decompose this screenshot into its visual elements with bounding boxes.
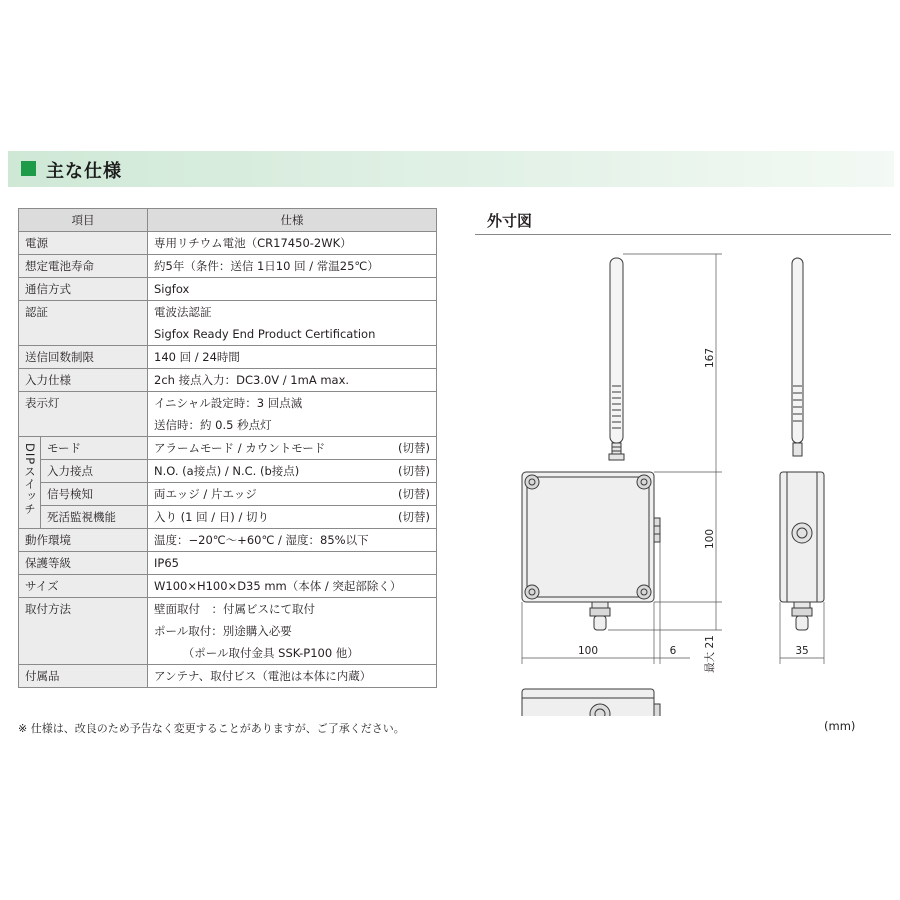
value-line: 2ch 接点入力：DC3.0V / 1mA max. — [154, 373, 350, 387]
value-cell — [148, 255, 437, 278]
value-line: 140 回 / 24時間 — [154, 350, 240, 364]
value-cell — [148, 506, 437, 529]
table-row — [19, 552, 437, 575]
table-row — [19, 232, 437, 255]
side-view — [780, 258, 824, 630]
item-cell: 取付方法 — [19, 598, 148, 665]
spec-table — [18, 208, 437, 688]
table-header-row — [19, 209, 437, 232]
item-cell: 認証 — [19, 301, 148, 346]
table-row — [19, 278, 437, 301]
value-cell — [148, 392, 437, 437]
table-row — [19, 301, 437, 346]
value-line — [154, 460, 430, 482]
value-line: Sigfox — [154, 282, 190, 296]
dip-value: N.O. (a接点) / N.C. (b接点) — [154, 464, 300, 478]
value-line: W100×H100×D35 mm（本体 / 突起部除く） — [154, 579, 402, 593]
switch-tag: (切替) — [398, 464, 430, 478]
value-cell — [148, 483, 437, 506]
col-item-header: 項目 — [19, 209, 148, 232]
footnote: ※ 仕様は、改良のため予告なく変更することがありますが、ご了承ください。 — [18, 722, 405, 735]
value-line: 温度：−20℃〜+60℃ / 湿度：85%以下 — [154, 533, 369, 547]
drawing-title: 外寸図 — [487, 212, 533, 230]
dip-switch-label: DIPスイッチ — [23, 442, 37, 516]
dim-antenna-167: 167 — [704, 347, 716, 369]
item-cell: 送信回数制限 — [19, 346, 148, 369]
value-cell — [148, 369, 437, 392]
value-line: 専用リチウム電池（CR17450-2WK） — [154, 236, 352, 250]
dim-max-21: 最大 21 — [704, 635, 716, 673]
value-cell — [148, 301, 437, 346]
item-cell: 電源 — [19, 232, 148, 255]
value-line: アンテナ、取付ビス（電池は本体に内蔵） — [154, 669, 372, 683]
value-line — [154, 483, 430, 505]
value-line — [154, 437, 430, 459]
value-line — [154, 506, 430, 528]
item-cell: 入力接点 — [41, 460, 148, 483]
table-row — [19, 346, 437, 369]
value-line: ポール取付：別途購入必要 — [154, 624, 292, 638]
table-row — [19, 483, 437, 506]
value-line: 電波法認証 — [154, 305, 212, 319]
value-cell — [148, 232, 437, 255]
dip-switch-group-cell — [19, 437, 41, 529]
table-row — [19, 575, 437, 598]
value-cell — [148, 278, 437, 301]
item-cell: 通信方式 — [19, 278, 148, 301]
table-row — [19, 598, 437, 665]
value-cell — [148, 552, 437, 575]
table-row — [19, 369, 437, 392]
drawing-title-rule — [475, 234, 891, 235]
front-antenna — [609, 258, 624, 460]
item-cell: 信号検知 — [41, 483, 148, 506]
switch-tag: (切替) — [398, 441, 430, 455]
dim-offset-6: 6 — [669, 645, 677, 657]
value-cell — [148, 437, 437, 460]
item-cell: 死活監視機能 — [41, 506, 148, 529]
section-title: 主な仕様 — [46, 161, 122, 182]
value-cell — [148, 460, 437, 483]
value-cell — [148, 598, 437, 665]
table-row — [19, 437, 437, 460]
unit-label: (mm) — [824, 719, 856, 733]
item-cell: 動作環境 — [19, 529, 148, 552]
item-cell: サイズ — [19, 575, 148, 598]
item-cell: 入力仕様 — [19, 369, 148, 392]
value-cell — [148, 529, 437, 552]
switch-tag: (切替) — [398, 510, 430, 524]
section-square-icon — [21, 161, 36, 176]
table-row — [19, 255, 437, 278]
item-cell: 想定電池寿命 — [19, 255, 148, 278]
front-body — [522, 472, 660, 630]
bottom-view — [522, 689, 660, 716]
item-cell: モード — [41, 437, 148, 460]
table-row — [19, 529, 437, 552]
item-cell: 付属品 — [19, 665, 148, 688]
value-cell — [148, 346, 437, 369]
dip-value: アラームモード / カウントモード — [154, 441, 326, 455]
dip-value: 両エッジ / 片エッジ — [154, 487, 257, 501]
col-spec-header: 仕様 — [148, 209, 437, 232]
dim-height-100: 100 — [704, 528, 716, 550]
value-line: 送信時：約 0.5 秒点灯 — [154, 418, 272, 432]
item-cell: 保護等級 — [19, 552, 148, 575]
value-line: 約5年（条件：送信 1日10 回 / 常温25℃） — [154, 259, 379, 273]
value-line: 壁面取付 ：付属ビスにて取付 — [154, 602, 315, 616]
value-line: イニシャル設定時：3 回点滅 — [154, 396, 303, 410]
dip-value: 入り (1 回 / 日) / 切り — [154, 510, 269, 524]
dim-width-100: 100 — [577, 645, 599, 657]
value-line: （ポール取付金具 SSK-P100 他） — [154, 646, 359, 660]
table-row — [19, 506, 437, 529]
value-cell — [148, 665, 437, 688]
value-line: IP65 — [154, 556, 179, 570]
value-line: Sigfox Ready End Product Certification — [154, 327, 376, 341]
switch-tag: (切替) — [398, 487, 430, 501]
section-header-band — [8, 151, 894, 187]
dimension-drawing — [470, 236, 895, 716]
table-row — [19, 392, 437, 437]
table-row — [19, 665, 437, 688]
value-cell — [148, 575, 437, 598]
table-row — [19, 460, 437, 483]
dim-depth-35: 35 — [795, 645, 809, 657]
item-cell: 表示灯 — [19, 392, 148, 437]
